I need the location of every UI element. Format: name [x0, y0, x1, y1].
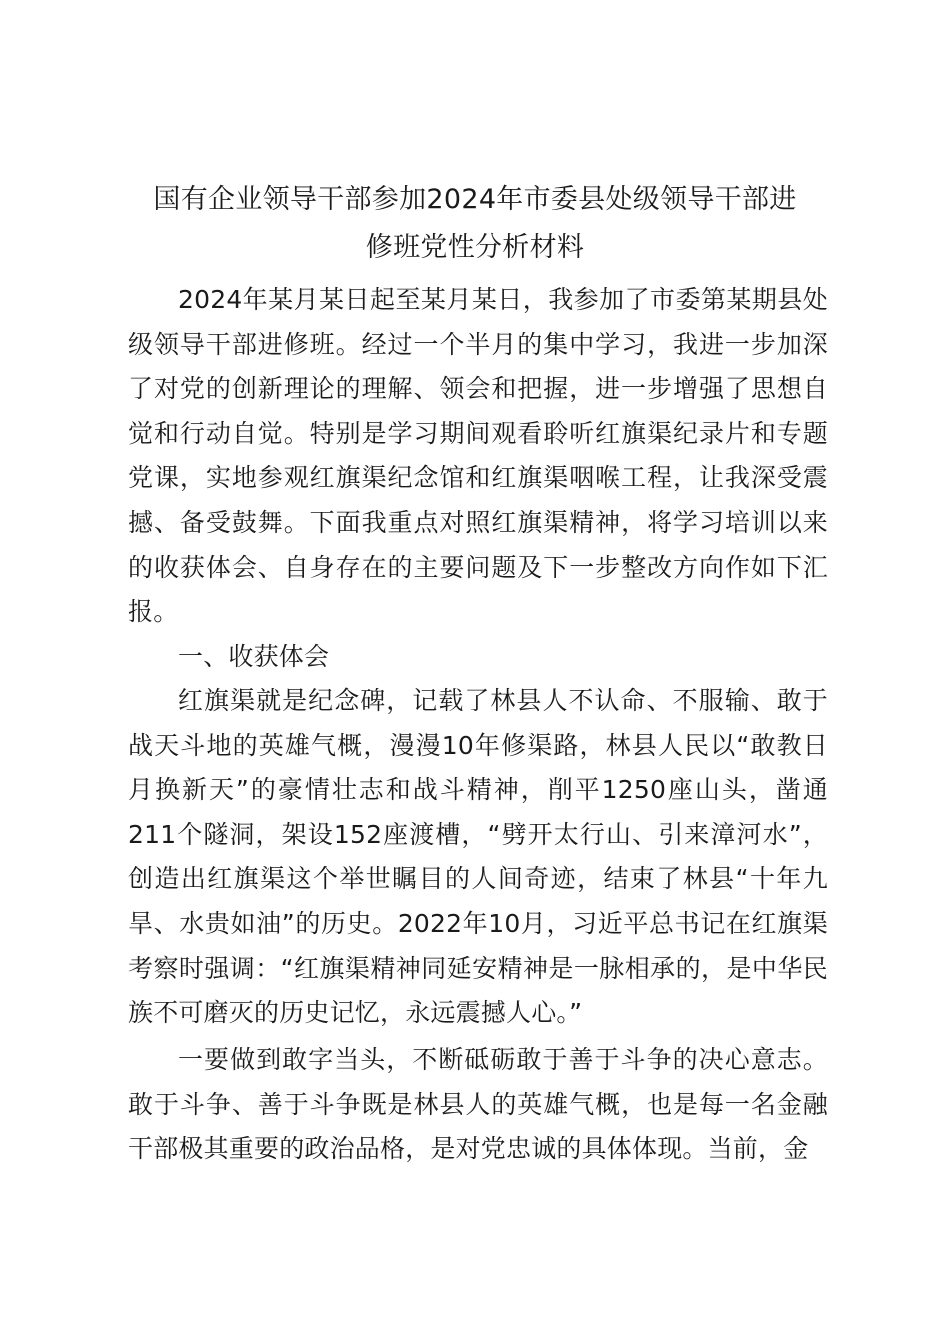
paragraph-intro	[128, 278, 828, 635]
paragraph-intro-text: 2024年某月某日起至某月某日，我参加了市委第某期县处级领导干部进修班。经过一个半月的集中学习，我进一步加深了对党的创新理论的理解、领会和把握，进一步增强了思想自觉和行动自觉。特别是学习期间观看聆听红旗渠纪录片和专题党课，实地参观红旗渠纪念馆和红旗渠咽喉工程，让我深受震撼、备受鼓舞。下面我重点对照红旗渠精神，将学习培训以来的收获体会、自身存在的主要问题及下一步整改方向作如下汇报。	[128, 285, 828, 627]
section-heading	[128, 635, 828, 680]
paragraph-point-one-text: 一要做到敢字当头，不断砥砺敢于善于斗争的决心意志。敢于斗争、善于斗争既是林县人的英雄气概，也是每一名金融干部极其重要的政治品格，是对党忠诚的具体体现。当前，金	[128, 1045, 828, 1164]
paragraph-hongqiqu-text: 红旗渠就是纪念碑，记载了林县人不认命、不服输、敢于战天斗地的英雄气概，漫漫10年修渠路，林县人民以“敢教日月换新天”的豪情壮志和战斗精神，削平1250座山头，凿通211个隧洞，架设152座渡槽，“劈开太行山、引来漳河水”，创造出红旗渠这个举世瞩目的人间奇迹，结束了林县“十年九旱、水贵如油”的历史。2022年10月，习近平总书记在红旗渠考察时强调：“红旗渠精神同延安精神是一脉相承的，是中华民族不可磨灭的历史记忆，永远震撼人心。”	[128, 686, 828, 1028]
document-title-line1: 国有企业领导干部参加2024年市委县处级领导干部进	[153, 184, 797, 215]
section-heading-text: 一、收获体会	[178, 642, 330, 671]
paragraph-hongqiqu	[128, 679, 828, 1036]
document-title-line2: 修班党性分析材料	[365, 232, 585, 263]
paragraph-point-one	[128, 1038, 828, 1172]
